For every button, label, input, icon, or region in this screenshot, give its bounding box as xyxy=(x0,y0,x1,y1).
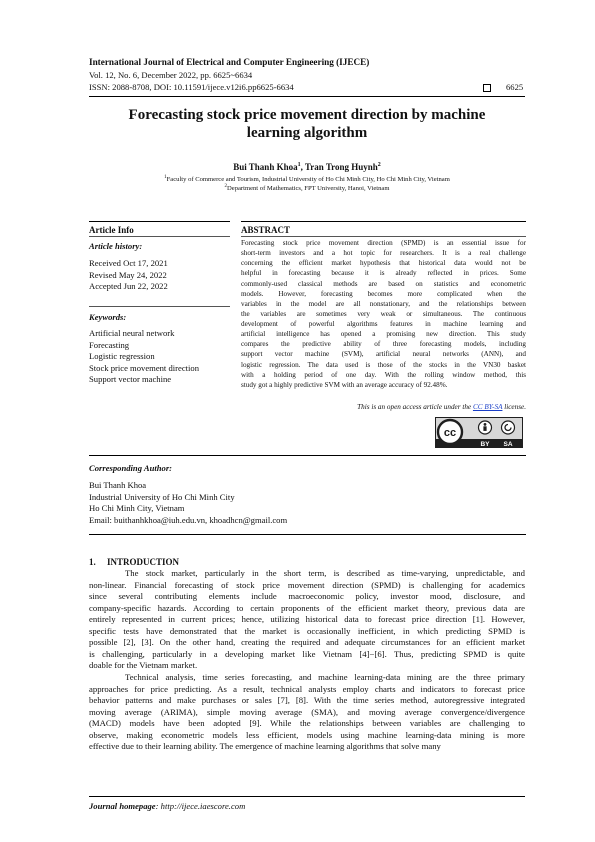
intro-paragraph-1 xyxy=(89,568,525,672)
article-info-heading: Article Info xyxy=(89,225,134,235)
body-line: specific tests have demonstrated that the market is occasionally inefficient, in which predicting SPMD is xyxy=(89,625,525,636)
history-heading: Article history: xyxy=(89,241,143,251)
body-line: company-specific hazards. According to certain proponents of the efficient market theory, previous data are xyxy=(89,602,525,613)
corresponding-bottom-rule xyxy=(89,534,526,535)
title-line-2: learning algorithm xyxy=(246,124,368,141)
body-line: since several contributing elements include macroeconomic policy, investor mood, disclosure, and xyxy=(89,591,525,602)
abstract-line: support vector machine (SVM), artificial neural networks (ANN), and xyxy=(241,350,526,359)
abstract-line: the variables are sometimes very weak or simultaneous. The continuous xyxy=(241,309,526,318)
revised-date: Revised May 24, 2022 xyxy=(89,269,167,280)
article-history xyxy=(89,258,168,293)
abstract-line: commonly-used classical methods are based on statistics and econometric xyxy=(241,279,526,288)
by-label: BY xyxy=(480,440,490,448)
cc-by-sa-badge[interactable] xyxy=(435,417,523,448)
abstract-line: study got a highly predictive SVM with an average accuracy of 92.48%. xyxy=(241,380,448,389)
affiliation-1-text: Faculty of Commerce and Tourism, Industrial University of Ho Chi Minh City, Ho Chi Minh City, Vietnam xyxy=(166,176,450,184)
intro-paragraph-2 xyxy=(89,672,525,753)
corresponding-city: Ho Chi Minh City, Vietnam xyxy=(89,503,185,514)
abstract-heading: ABSTRACT xyxy=(241,225,291,235)
sa-label: SA xyxy=(503,440,513,448)
journal-homepage xyxy=(89,801,245,811)
received-date: Received Oct 17, 2021 xyxy=(89,258,168,268)
cc-letters: cc xyxy=(443,427,457,439)
homepage-label: Journal homepage xyxy=(89,801,156,811)
abstract-line: with a holding period of one day. With the rolling window method, this xyxy=(241,370,526,379)
author-2: Tran Trong Huynh xyxy=(304,162,378,172)
body-line: (MACD) models have been adopted [9]. While the relationships between variables are challenging to xyxy=(89,718,525,729)
keyword-item: Forecasting xyxy=(89,339,130,350)
body-line: entirely represented in current prices; hence, utilizing historical data to forecast price direction [1]. However, xyxy=(89,614,525,625)
keyword-item: Stock price movement direction xyxy=(89,362,200,373)
keyword-item: Support vector machine xyxy=(89,374,172,385)
open-access-suffix: license. xyxy=(502,403,526,411)
body-line: The stock market, particularly in the short term, is described as time-varying, unpredictable, and xyxy=(125,568,525,578)
abstract-line: Forecasting stock price movement direction (SPMD) is an essential issue for xyxy=(241,239,526,247)
body-line: Technical analysis, time series forecasting, and machine learning-data mining are the three primary xyxy=(125,672,525,682)
abstract-line: helpful in forecasting because it is already reflected in prices. Some xyxy=(241,269,526,278)
abstract-body xyxy=(241,238,526,390)
header-rule xyxy=(89,96,525,97)
keywords-list xyxy=(89,328,199,386)
keywords-divider xyxy=(89,306,230,307)
abstract-line: compares the predictive ability of three forecasting models, including xyxy=(241,340,526,349)
open-access-prefix: This is an open access article under the xyxy=(357,403,473,411)
accepted-date: Accepted Jun 22, 2022 xyxy=(89,281,168,292)
body-line: moving average (ARIMA), simple moving average (SMA), and moving average convergence/divergence xyxy=(89,706,525,717)
corresponding-email: Email: buithanhkhoa@iuh.edu.vn, khoadhcn@gmail.com xyxy=(89,514,288,525)
abstract-line: development of powerful algorithms features in machine learning and xyxy=(241,320,526,328)
author-1-sup: 1 xyxy=(297,162,301,168)
affiliation-2 xyxy=(89,184,525,192)
keywords-heading: Keywords: xyxy=(89,312,127,322)
by-person-head xyxy=(484,423,487,426)
abstract-bottom-rule xyxy=(89,455,526,456)
body-line: is challenging, particularly in a developing market like Vietnam [4]−[6]. Thus, predicting SPMD is quite xyxy=(89,648,525,659)
title-line-1: Forecasting stock price movement direction by machine xyxy=(128,107,486,123)
affiliation-1-sup: 1 xyxy=(164,175,167,180)
sa-share-icon xyxy=(502,421,515,434)
issn-doi: ISSN: 2088-8708, DOI: 10.11591/ijece.v12i6.pp6625-6634 xyxy=(89,82,294,92)
abstract-head-rule xyxy=(241,236,526,237)
author-2-sup: 2 xyxy=(377,162,381,168)
homepage-url[interactable]: http://ijece.iaescore.com xyxy=(160,801,246,811)
header-square-icon xyxy=(483,84,491,92)
homepage-separator: : xyxy=(155,801,161,811)
article-info-head-rule xyxy=(89,236,230,237)
abstract-line: short-term investors and a hot topic for researchers. It is a real challenge xyxy=(241,249,526,258)
volume-info: Vol. 12, No. 6, December 2022, pp. 6625~6634 xyxy=(89,70,253,80)
corresponding-institution: Industrial University of Ho Chi Minh City xyxy=(89,491,235,502)
body-line: approaches for price predicting. As a result, technical analysts employ charts and indicators to forecast price xyxy=(89,683,525,694)
body-line: effective due to their learning ability. The emergence of machine learning algorithms that solve many xyxy=(89,741,441,752)
abstract-line: variables in the model are all nonstationary, and the relationships between xyxy=(241,299,526,308)
journal-name: International Journal of Electrical and Computer Engineering (IJECE) xyxy=(89,57,370,67)
body-line: possible [2], [3]. On the other hand, creating the required and adequate circumstances for an efficient market xyxy=(89,637,525,648)
body-line: doable for the Vietnam market. xyxy=(89,660,198,671)
open-access-notice xyxy=(241,403,526,411)
authors xyxy=(89,162,525,172)
abstract-line: models. However, forecasting becomes more complicated when the xyxy=(241,289,526,298)
article-info-top-rule xyxy=(89,221,230,222)
affiliation-1 xyxy=(89,175,525,183)
abstract-top-rule xyxy=(241,221,526,222)
body-line: observe, making econometric models less efficient, models using machine learning-data mining is more xyxy=(89,729,525,740)
abstract-line: artificial intelligence has opened a promising new direction. This study xyxy=(241,330,526,339)
license-link[interactable]: CC BY-SA xyxy=(472,403,503,411)
keyword-item: Artificial neural network xyxy=(89,328,175,338)
section-heading: INTRODUCTION xyxy=(107,557,180,567)
body-line: non-linear. Financial forecasting of stock price movement direction (SPMD) is challenging for academics xyxy=(89,579,525,590)
author-1: Bui Thanh Khoa xyxy=(233,162,298,172)
by-person-body xyxy=(483,426,486,431)
affiliation-2-sup: 2 xyxy=(224,184,228,189)
abstract-line: concerning the efficient market hypothesis that historical data would not be xyxy=(241,259,526,268)
body-line: behavior patterns and make purchases or sales [7], [8]. With the time series method, autoregressive integrated xyxy=(89,695,525,706)
corresponding-heading: Corresponding Author: xyxy=(89,463,173,473)
corresponding-block xyxy=(89,480,287,526)
section-number: 1. xyxy=(89,557,96,567)
affiliation-2-text: Department of Mathematics, FPT University, Hanoi, Vietnam xyxy=(227,185,390,193)
corresponding-name: Bui Thanh Khoa xyxy=(89,480,147,490)
keyword-item: Logistic regression xyxy=(89,351,155,362)
footer-rule xyxy=(89,796,525,797)
page-number: 6625 xyxy=(506,82,524,92)
author-separator: , xyxy=(300,162,305,172)
abstract-line: logistic regression. The data used is those of the stocks in the VN30 basket xyxy=(241,360,526,369)
paper-title xyxy=(89,107,525,142)
